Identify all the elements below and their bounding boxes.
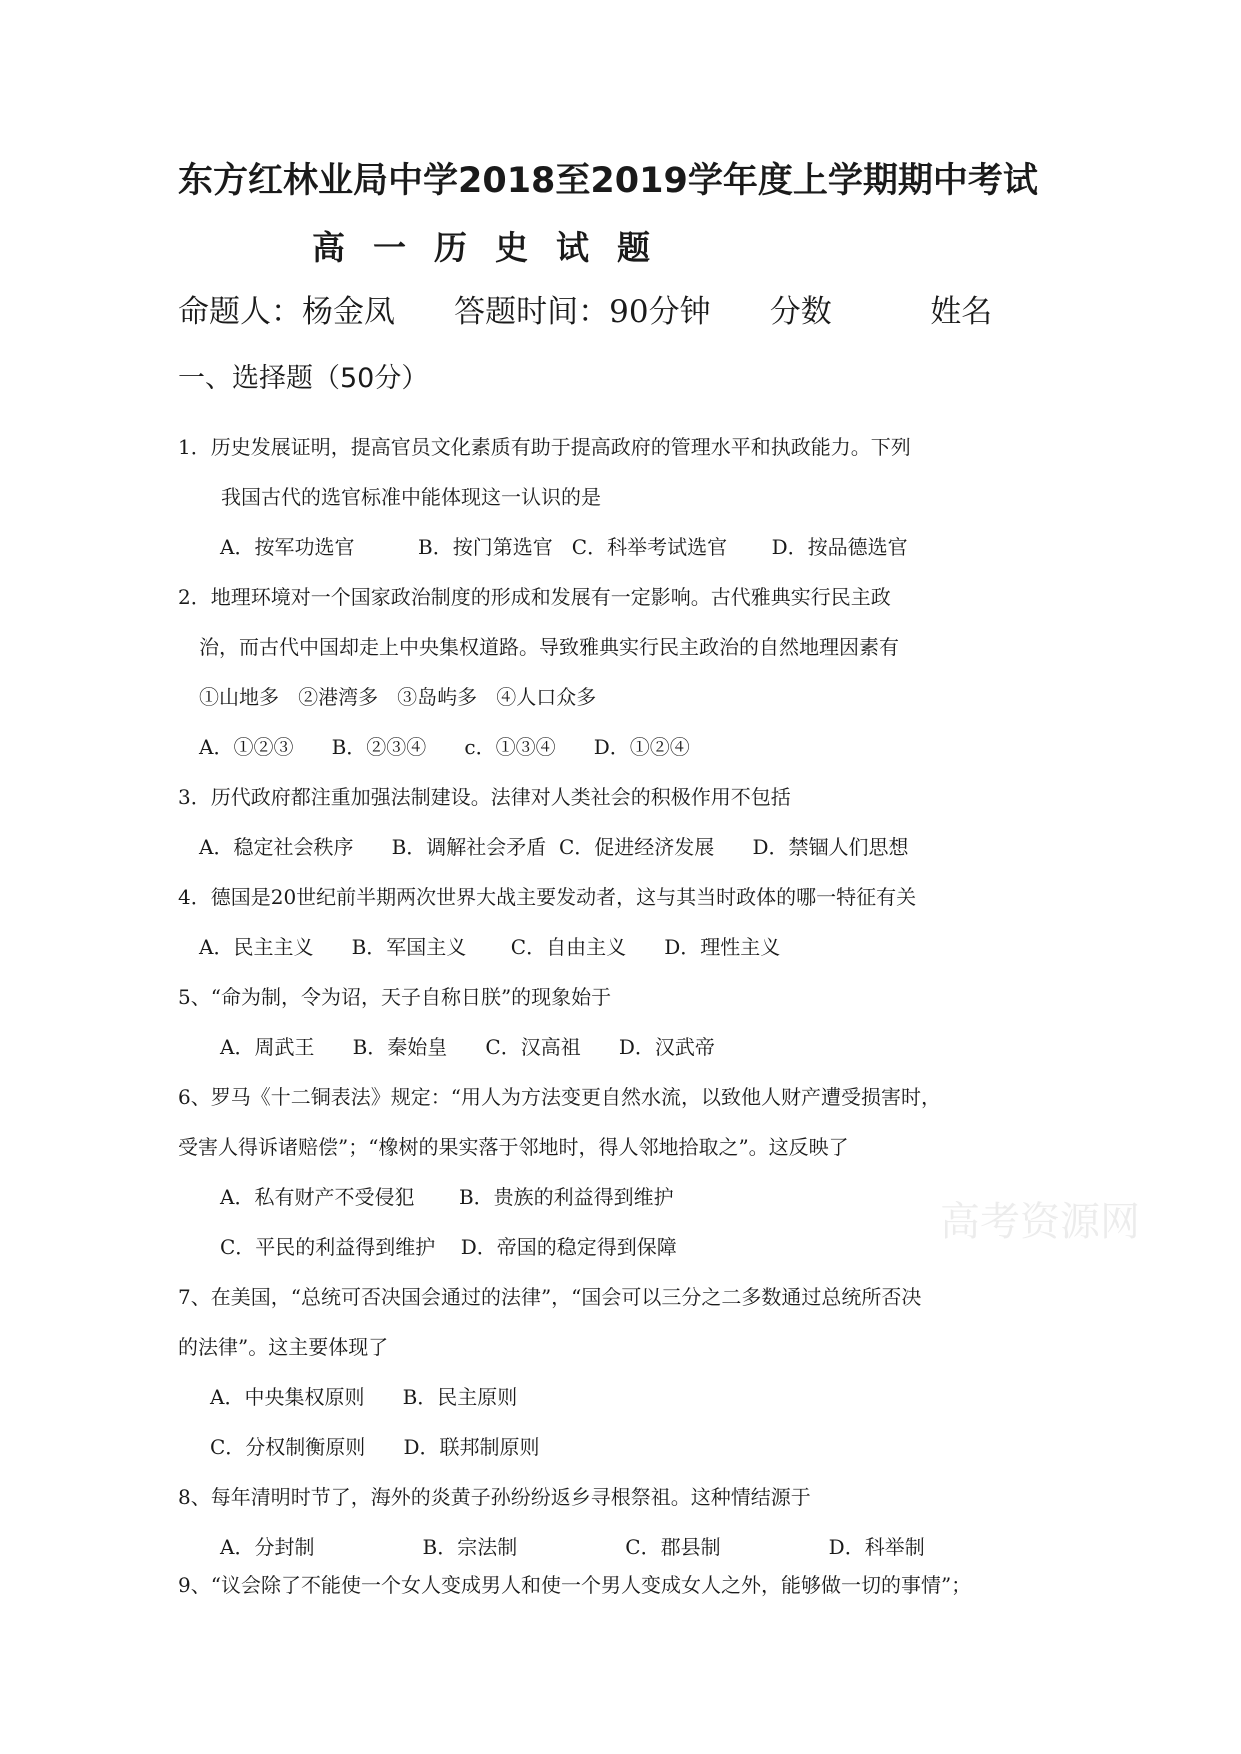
question-2-line-2: 治，而古代中国却走上中央集权道路。导致雅典实行民主政治的自然地理因素有 (199, 635, 899, 659)
question-7-line-2: 的法律”。这主要体现了 (178, 1335, 389, 1359)
question-1-line-2: 我国古代的选官标准中能体现这一认识的是 (221, 485, 601, 509)
watermark: 高考资源网 (940, 1199, 1140, 1245)
question-1-line-1: 1．历史发展证明，提高官员文化素质有助于提高政府的管理水平和执政能力。下列 (178, 435, 911, 459)
question-8-line-1: 8、每年清明时节了，海外的炎黄子孙纷纷返乡寻根祭祖。这种情结源于 (178, 1485, 811, 1509)
exam-title: 东方红林业局中学2018至2019学年度上学期期中考试 (178, 161, 1038, 201)
question-9-line-1: 9、“议会除了不能使一个女人变成男人和使一个男人变成女人之外，能够做一切的事情”； (178, 1573, 972, 1597)
question-7-line-1: 7、在美国，“总统可否决国会通过的法律”，“国会可以三分之二多数通过总统所否决 (178, 1285, 922, 1309)
question-3-options: A．稳定社会秩序 B．调解社会矛盾 C．促进经济发展 D．禁锢人们思想 (199, 835, 909, 859)
question-5-options: A．周武王 B．秦始皇 C．汉高祖 D．汉武帝 (220, 1035, 715, 1059)
question-7-options-1: A．中央集权原则 B．民主原则 (210, 1385, 518, 1409)
question-6-options-1: A．私有财产不受侵犯 B．贵族的利益得到维护 (220, 1185, 674, 1209)
question-4-options: A．民主主义 B．军国主义 C．自由主义 D．理性主义 (199, 935, 781, 959)
question-4-line-1: 4．德国是20世纪前半期两次世界大战主要发动者，这与其当时政体的哪一特征有关 (178, 885, 917, 909)
question-2-items: ①山地多 ②港湾多 ③岛屿多 ④人口众多 (199, 685, 597, 709)
question-7-options-2: C．分权制衡原则 D．联邦制原则 (210, 1435, 540, 1459)
question-2-line-1: 2．地理环境对一个国家政治制度的形成和发展有一定影响。古代雅典实行民主政 (178, 585, 891, 609)
question-3-line-1: 3．历代政府都注重加强法制建设。法律对人类社会的积极作用不包括 (178, 785, 791, 809)
question-6-line-1: 6、罗马《十二铜表法》规定：“用人为方法变更自然水流，以致他人财产遭受损害时， (178, 1085, 941, 1109)
question-6-options-2: C．平民的利益得到维护 D．帝国的稳定得到保障 (220, 1235, 677, 1259)
question-5-line-1: 5、“命为制，令为诏，天子自称日朕”的现象始于 (178, 985, 612, 1009)
question-6-line-2: 受害人得诉诸赔偿”；“橡树的果实落于邻地时，得人邻地拾取之”。这反映了 (178, 1135, 849, 1159)
exam-meta: 命题人：杨金凤 答题时间：90分钟 分数 姓名 (178, 294, 993, 330)
question-1-options: A．按军功选官 B．按门第选官 C．科举考试选官 D．按品德选官 (220, 535, 908, 559)
question-8-options: A．分封制 B．宗法制 C．郡县制 D．科举制 (220, 1535, 925, 1559)
question-2-options: A．①②③ B．②③④ c．①③④ D．①②④ (199, 735, 690, 759)
exam-subtitle: 高一历史试题 (312, 228, 678, 267)
section-heading: 一、选择题（50分） (178, 363, 429, 394)
